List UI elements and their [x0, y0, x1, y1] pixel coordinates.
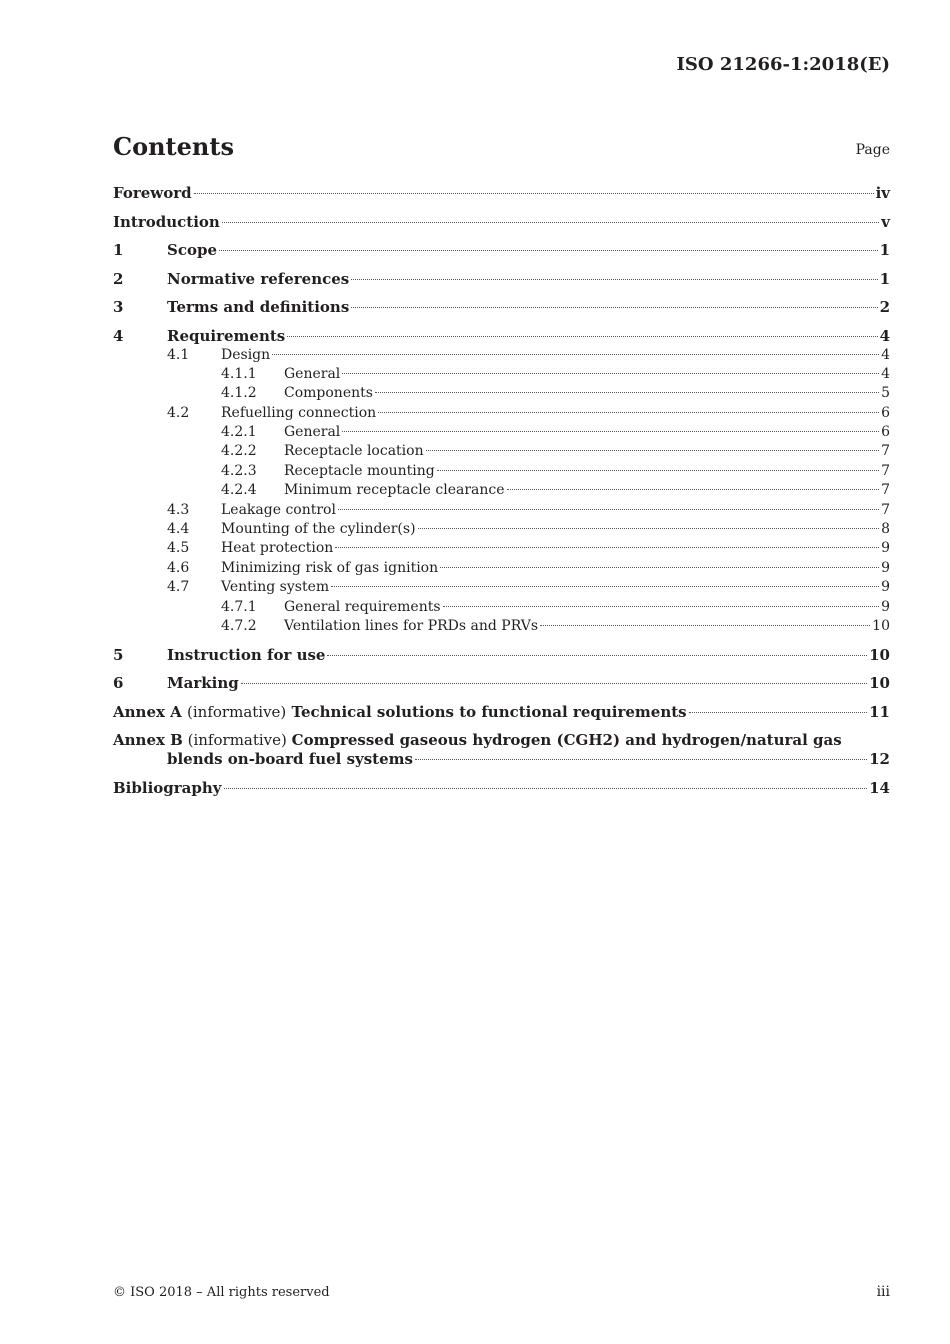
toc-page: 4: [881, 365, 890, 382]
toc-page: 10: [869, 674, 890, 693]
annex-title-line1: Compressed gaseous hydrogen (CGH2) and hydrogen/natural gas: [291, 731, 842, 750]
toc-title: Scope: [167, 241, 218, 259]
annex-type: (informative): [187, 702, 287, 721]
toc-page: 7: [881, 501, 890, 518]
toc-entry-bibliography[interactable]: [113, 779, 890, 798]
toc-number: 4.6: [167, 559, 190, 576]
dot-leader: [443, 606, 880, 607]
toc-title: Receptacle location: [284, 443, 424, 460]
table-of-contents: [113, 184, 890, 798]
toc-title: General: [284, 365, 341, 382]
toc-entry-ventilation-lines[interactable]: [113, 617, 890, 636]
toc-entry-normative-references[interactable]: [113, 270, 890, 289]
dot-leader: [507, 489, 880, 490]
toc-entry-venting-system[interactable]: [113, 578, 890, 597]
dot-leader: [415, 759, 867, 760]
toc-entry-foreword[interactable]: [113, 184, 890, 203]
toc-page: 9: [881, 579, 890, 596]
dot-leader: [418, 528, 880, 529]
toc-number: 4.1: [167, 346, 190, 363]
dot-leader: [272, 354, 879, 355]
toc-title: Instruction for use: [167, 645, 326, 664]
toc-title: Heat protection: [221, 540, 334, 557]
dot-leader: [540, 625, 870, 626]
toc-number: 4.1.1: [221, 365, 257, 382]
toc-number: 4.2: [167, 404, 190, 421]
toc-number: 4.7.1: [221, 598, 257, 615]
toc-page: 11: [869, 702, 890, 721]
toc-number: 4.7: [167, 579, 190, 596]
toc-title: Refuelling connection: [221, 404, 377, 421]
toc-entry-minimizing-risk-of-gas-ignition[interactable]: [113, 559, 890, 578]
page-column-label: Page: [855, 142, 890, 158]
toc-number: 4.4: [167, 521, 190, 538]
toc-title: Requirements: [167, 326, 286, 345]
toc-entry-requirements[interactable]: [113, 327, 890, 346]
toc-number: 1: [113, 241, 124, 259]
toc-page: 1: [879, 241, 890, 259]
toc-entry-annex-b[interactable]: [113, 731, 890, 769]
dot-leader: [351, 307, 877, 308]
toc-number: 4: [113, 326, 124, 345]
toc-number: 3: [113, 298, 124, 316]
annex-label: Annex A: [113, 702, 182, 721]
toc-title: Components: [284, 385, 373, 402]
dot-leader: [378, 412, 879, 413]
toc-page: 4: [879, 326, 890, 345]
toc-title: General: [284, 424, 341, 441]
annex-title-line2: blends on-board fuel systems: [167, 750, 413, 769]
toc-number: 5: [113, 645, 124, 664]
toc-title: Receptacle mounting: [284, 462, 435, 479]
toc-entry-terms-and-definitions[interactable]: [113, 298, 890, 317]
dot-leader: [351, 279, 877, 280]
page-number: iii: [876, 1284, 890, 1300]
toc-entry-leakage-control[interactable]: [113, 501, 890, 520]
toc-title: Leakage control: [221, 501, 336, 518]
toc-title: Marking: [167, 674, 239, 693]
toc-page: 9: [881, 598, 890, 615]
document-id: ISO 21266-1:2018(E): [676, 54, 890, 75]
dot-leader: [342, 373, 879, 374]
dot-leader: [219, 250, 878, 251]
toc-title: General requirements: [284, 598, 441, 615]
dot-leader: [222, 222, 879, 223]
toc-page: 9: [881, 540, 890, 557]
toc-number: 4.5: [167, 540, 190, 557]
toc-entry-instruction-for-use[interactable]: [113, 646, 890, 665]
toc-title: Minimum receptacle clearance: [284, 482, 505, 499]
copyright-notice: © ISO 2018 – All rights reserved: [113, 1285, 330, 1300]
toc-entry-components[interactable]: [113, 384, 890, 403]
toc-entry-marking[interactable]: [113, 674, 890, 693]
toc-title: Terms and definitions: [167, 298, 350, 316]
toc-page: 12: [869, 750, 890, 769]
dot-leader: [287, 336, 877, 337]
toc-page: 7: [881, 482, 890, 499]
dot-leader: [224, 788, 868, 789]
toc-title: Foreword: [113, 184, 192, 202]
page-title: Contents: [113, 132, 234, 161]
toc-page: 9: [881, 559, 890, 576]
dot-leader: [689, 712, 868, 713]
toc-title: Normative references: [167, 269, 350, 288]
toc-page: 7: [881, 443, 890, 460]
toc-page: 6: [881, 404, 890, 421]
toc-number: 4.2.4: [221, 482, 257, 499]
toc-entry-introduction[interactable]: [113, 213, 890, 232]
toc-entry-scope[interactable]: [113, 241, 890, 260]
toc-entry-refuelling-connection[interactable]: [113, 404, 890, 423]
toc-page: 7: [881, 462, 890, 479]
dot-leader: [426, 450, 879, 451]
toc-title: Bibliography: [113, 778, 222, 797]
toc-title: Mounting of the cylinder(s): [221, 521, 416, 538]
toc-title: Minimizing risk of gas ignition: [221, 559, 439, 576]
toc-entry-general-requirements[interactable]: [113, 598, 890, 617]
toc-page: iv: [875, 184, 890, 202]
toc-entry-receptacle-location[interactable]: [113, 442, 890, 461]
toc-entry-annex-a[interactable]: [113, 703, 890, 722]
toc-page: 6: [881, 424, 890, 441]
dot-leader: [194, 193, 874, 194]
toc-number: 2: [113, 269, 124, 288]
dot-leader: [335, 547, 879, 548]
dot-leader: [338, 509, 879, 510]
toc-title: Ventilation lines for PRDs and PRVs: [284, 617, 539, 634]
dot-leader: [440, 567, 879, 568]
toc-entry-design-general[interactable]: [113, 365, 890, 384]
toc-entry-design[interactable]: [113, 346, 890, 365]
toc-page: 5: [881, 385, 890, 402]
toc-title: Introduction: [113, 212, 220, 231]
dot-leader: [437, 470, 879, 471]
toc-page: 1: [879, 269, 890, 288]
toc-number: 4.1.2: [221, 385, 257, 402]
toc-page: 8: [881, 521, 890, 538]
toc-page: 10: [872, 617, 890, 634]
toc-title: [113, 703, 687, 722]
toc-entry-receptacle-mounting[interactable]: [113, 462, 890, 481]
dot-leader: [241, 683, 867, 684]
toc-page: 4: [881, 346, 890, 363]
annex-title: Technical solutions to functional requirements: [291, 702, 687, 721]
dot-leader: [331, 586, 879, 587]
annex-label: Annex B: [113, 731, 183, 750]
toc-number: 6: [113, 674, 124, 693]
annex-type: (informative): [187, 731, 287, 750]
toc-title: Design: [221, 346, 271, 363]
annex-b-second-line: [113, 750, 890, 769]
annex-b-first-line: [113, 731, 890, 750]
toc-page: 2: [879, 298, 890, 316]
toc-number: 4.2.2: [221, 443, 257, 460]
dot-leader: [342, 431, 879, 432]
toc-entry-refuelling-general[interactable]: [113, 423, 890, 442]
toc-entry-minimum-receptacle-clearance[interactable]: [113, 481, 890, 500]
dot-leader: [327, 655, 867, 656]
toc-number: 4.3: [167, 501, 190, 518]
dot-leader: [375, 392, 879, 393]
toc-page: 10: [869, 645, 890, 664]
toc-number: 4.7.2: [221, 617, 257, 634]
toc-entry-mounting-of-cylinders[interactable]: [113, 520, 890, 539]
toc-number: 4.2.3: [221, 462, 257, 479]
toc-page: 14: [869, 778, 890, 797]
toc-page: v: [881, 212, 890, 231]
toc-entry-heat-protection[interactable]: [113, 539, 890, 558]
toc-number: 4.2.1: [221, 424, 257, 441]
toc-title: Venting system: [221, 579, 330, 596]
